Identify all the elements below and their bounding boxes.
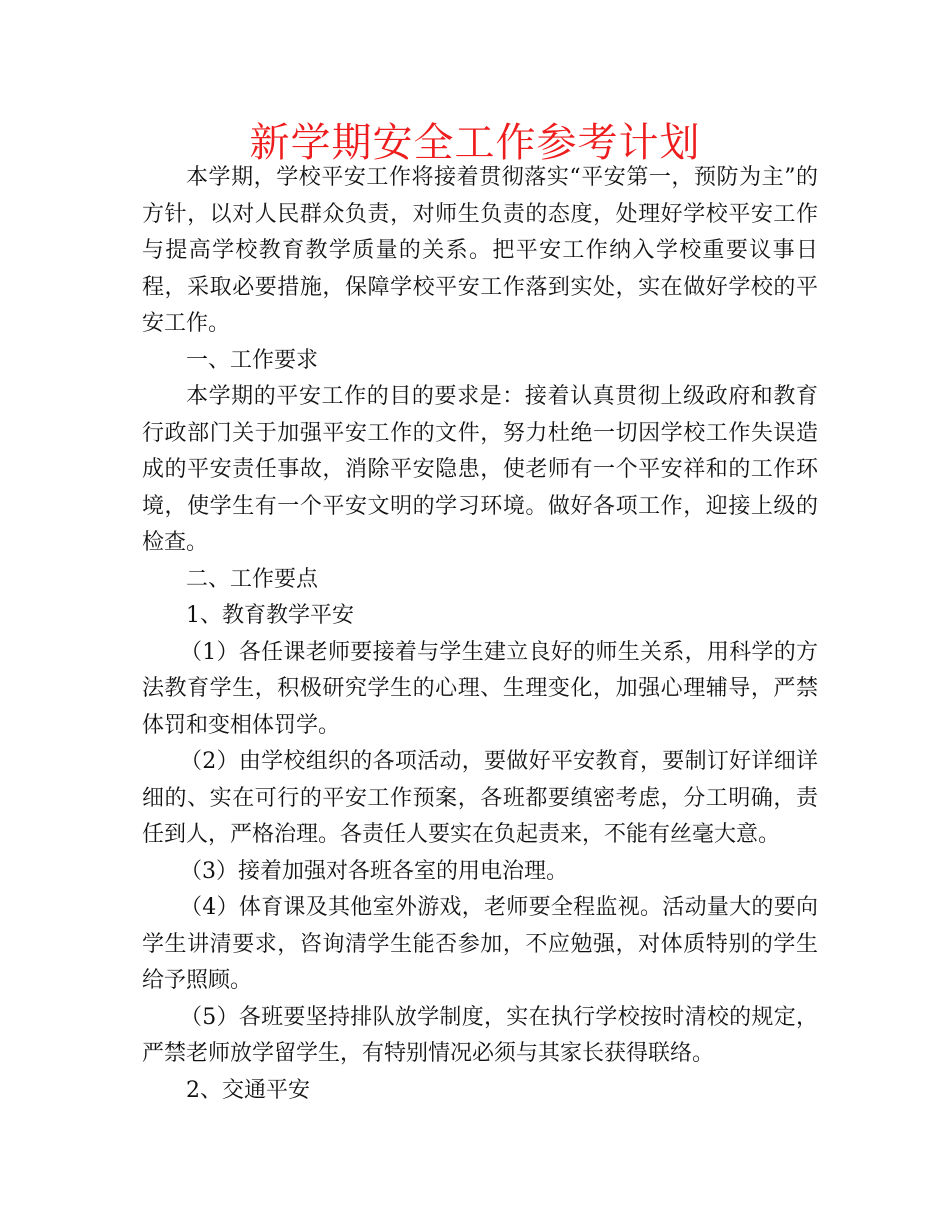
subheading-teaching-safety: 1、教育教学平安 [186, 603, 354, 628]
paragraph-item-1: （1）各任课老师要接着与学生建立良好的师生关系，用科学的方法教育学生，积极研究学生的心理、生理变化，加强心理辅导，严禁体罚和变相体罚学。 [142, 639, 818, 738]
document-body [142, 160, 818, 1109]
paragraph-intro: 本学期，学校平安工作将接着贯彻落实“平安第一，预防为主”的方针，以对人民群众负责，对师生负责的态度，处理好学校平安工作与提高学校教育教学质量的关系。把平安工作纳入学校重要议事日程，采取必要措施，保障学校平安工作落到实处，实在做好学校的平安工作。 [142, 165, 818, 336]
paragraph-item-5: （5）各班要坚持排队放学制度，实在执行学校按时清校的规定，严禁老师放学留学生，有特别情况必须与其家长获得联络。 [142, 1004, 818, 1066]
subheading-traffic-safety: 2、交通平安 [186, 1077, 310, 1103]
paragraph-item-3: （3）接着加强对各班各室的用电治理。 [180, 858, 568, 884]
heading-work-points: 二、工作要点 [186, 566, 319, 592]
paragraph-requirements: 本学期的平安工作的目的要求是：接着认真贯彻上级政府和教育行政部门关于加强平安工作的文件，努力杜绝一切因学校工作失误造成的平安责任事故，消除平安隐患，使老师有一个平安祥和的工作环境，使学生有一个平安文明的学习环境。做好各项工作，迎接上级的检查。 [142, 384, 818, 555]
paragraph-item-2: （2）由学校组织的各项活动，要做好平安教育，要制订好详细详细的、实在可行的平安工作预案，各班都要缜密考虑，分工明确，责任到人，严格治理。各责任人要实在负起责来，不能有丝毫大意。 [142, 749, 818, 847]
paragraph-item-4: （4）体育课及其他室外游戏，老师要全程监视。活动量大的要向学生讲清要求，咨询清学生能否参加，不应勉强，对体质特别的学生给予照顾。 [142, 895, 818, 993]
heading-work-requirements: 一、工作要求 [186, 347, 319, 373]
document-title: 新学期安全工作参考计划 [249, 120, 701, 166]
